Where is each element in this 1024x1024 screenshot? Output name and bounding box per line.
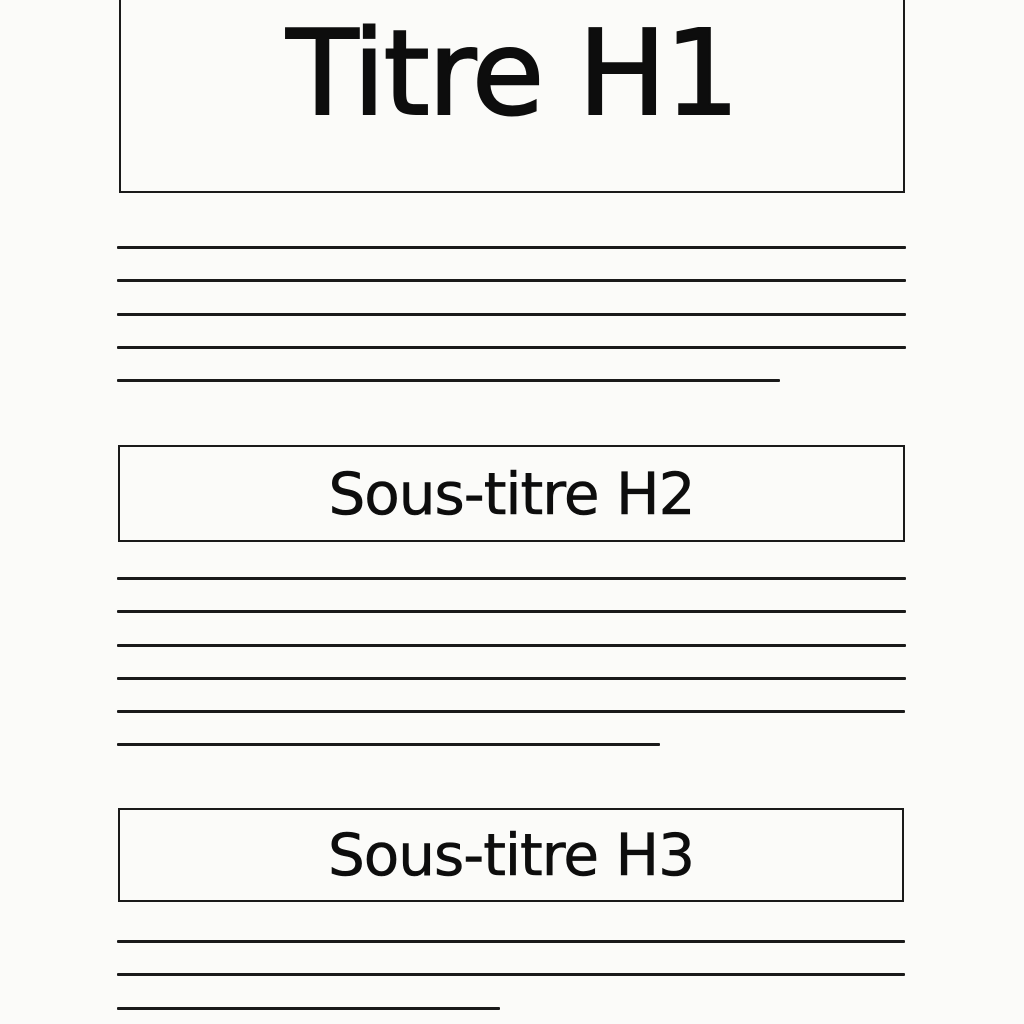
text-placeholder-line bbox=[117, 644, 906, 647]
text-placeholder-line bbox=[117, 346, 906, 349]
h3-subtitle-box bbox=[118, 808, 904, 902]
text-placeholder-line bbox=[117, 379, 780, 382]
text-placeholder-line bbox=[117, 313, 906, 316]
text-placeholder-line bbox=[117, 1007, 500, 1010]
text-placeholder-line bbox=[117, 743, 660, 746]
text-placeholder-line bbox=[117, 940, 905, 943]
text-placeholder-line bbox=[117, 246, 906, 249]
h1-title-box bbox=[119, 0, 905, 193]
h2-subtitle-box bbox=[118, 445, 905, 542]
text-placeholder-line bbox=[117, 610, 906, 613]
text-placeholder-line bbox=[117, 577, 906, 580]
h3-subtitle-text: Sous-titre H3 bbox=[327, 821, 694, 889]
text-placeholder-line bbox=[117, 279, 906, 282]
h1-title-text: Titre H1 bbox=[286, 3, 738, 142]
h2-subtitle-text: Sous-titre H2 bbox=[328, 459, 695, 528]
text-placeholder-line bbox=[117, 973, 905, 976]
text-placeholder-line bbox=[117, 710, 905, 713]
text-placeholder-line bbox=[117, 677, 906, 680]
